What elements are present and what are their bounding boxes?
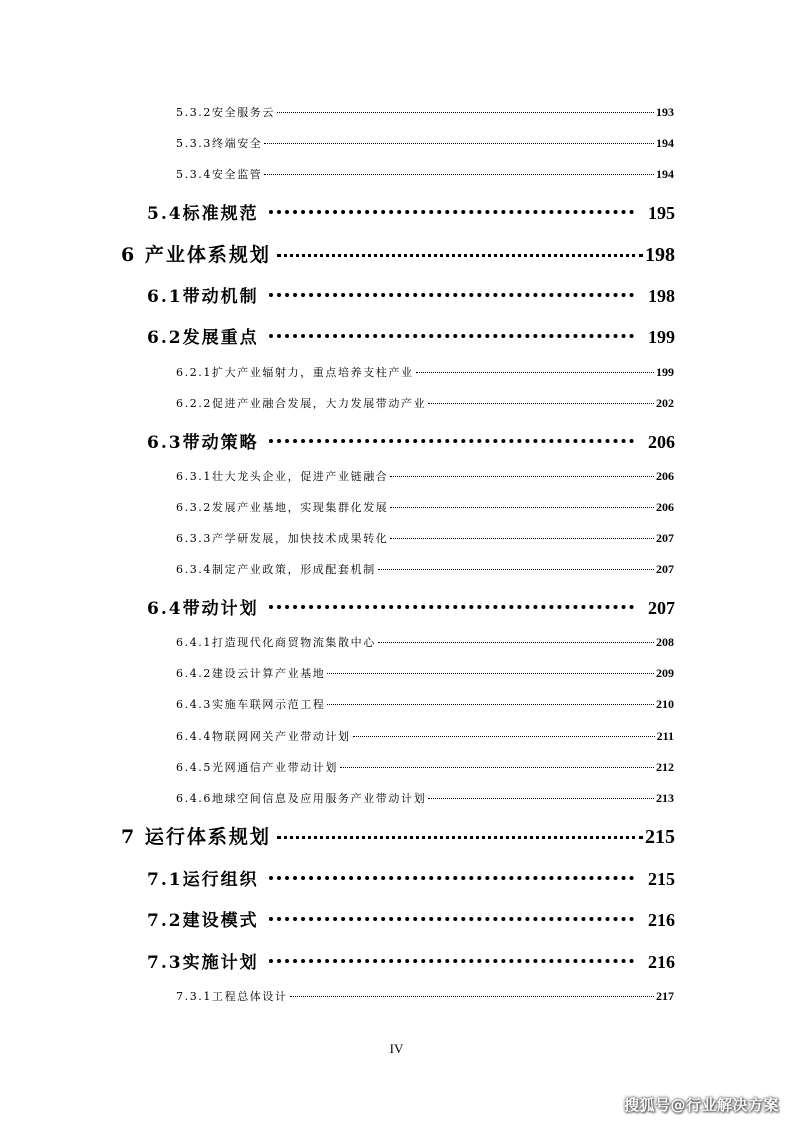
toc-entry-page: 199 xyxy=(648,327,675,347)
toc-entry-label: 6.1带动机制 xyxy=(147,287,259,307)
toc-entry[interactable] xyxy=(176,988,674,1004)
toc-entry-label: 6.4.2建设云计算产业基地 xyxy=(176,667,326,680)
toc-entry-label: 5.3.3终端安全 xyxy=(176,137,263,150)
toc-entry-page: 199 xyxy=(656,365,674,379)
dot-leader xyxy=(269,876,634,880)
toc-entry-label: 5.3.4安全监管 xyxy=(176,168,263,181)
toc-entry[interactable] xyxy=(121,822,675,849)
toc-entry-page: 212 xyxy=(656,760,674,774)
toc-entry-label: 6.3.3产学研发展，加快技术成果转化 xyxy=(176,532,389,545)
toc-entry-label: 6.4.4物联网网关产业带动计划 xyxy=(176,730,351,743)
toc-entry[interactable] xyxy=(176,468,674,484)
toc-entry-page: 209 xyxy=(656,666,674,680)
toc-entry-label: 6.2.2促进产业融合发展，大力发展带动产业 xyxy=(176,397,427,410)
toc-entry[interactable] xyxy=(176,728,674,744)
dot-leader xyxy=(269,917,634,921)
dot-leader xyxy=(264,174,654,175)
dot-leader xyxy=(277,836,643,839)
toc-entry-page: 202 xyxy=(656,396,674,410)
dot-leader xyxy=(269,439,634,443)
toc-entry-label: 6.3.4制定产业政策，形成配套机制 xyxy=(176,563,376,576)
toc-entry-page: 194 xyxy=(656,167,674,181)
toc-entry-page: 193 xyxy=(656,105,674,119)
dot-leader xyxy=(277,112,654,113)
toc-entry-page: 206 xyxy=(648,432,675,452)
dot-leader xyxy=(428,798,654,799)
dot-leader xyxy=(264,143,654,144)
toc-entry-page: 206 xyxy=(656,500,674,514)
toc-entry-label: 7.3实施计划 xyxy=(147,953,259,973)
page-number: IV xyxy=(389,1041,404,1056)
toc-entry[interactable] xyxy=(176,135,674,151)
toc-entry-label: 6.4.3实施车联网示范工程 xyxy=(176,698,326,711)
dot-leader xyxy=(269,605,634,609)
toc-entry[interactable] xyxy=(176,104,674,120)
toc-entry-label: 6 产业体系规划 xyxy=(121,244,271,266)
dot-leader xyxy=(327,704,654,705)
toc-entry-page: 206 xyxy=(656,469,674,483)
toc-entry-label: 7.1运行组织 xyxy=(147,870,259,890)
toc-entry[interactable] xyxy=(147,948,675,973)
dot-leader xyxy=(290,996,654,997)
toc-entry[interactable] xyxy=(147,282,675,307)
toc-entry[interactable] xyxy=(176,790,674,806)
toc-entry-page: 210 xyxy=(656,697,674,711)
toc-entry-label: 6.3带动策略 xyxy=(147,433,259,453)
dot-leader xyxy=(428,403,654,404)
dot-leader xyxy=(269,334,634,338)
dot-leader xyxy=(269,959,634,963)
toc-entry-label: 5.4标准规范 xyxy=(147,204,259,224)
toc-entry-page: 216 xyxy=(648,910,675,930)
toc-entry-label: 6.4.6地球空间信息及应用服务产业带动计划 xyxy=(176,792,427,805)
toc-entry[interactable] xyxy=(147,323,675,348)
toc-entry[interactable] xyxy=(121,240,675,267)
toc-entry-label: 7.2建设模式 xyxy=(147,911,259,931)
toc-entry-page: 207 xyxy=(656,531,674,545)
toc-entry-page: 194 xyxy=(656,136,674,150)
dot-leader xyxy=(378,642,654,643)
toc-entry-label: 6.4.1打造现代化商贸物流集散中心 xyxy=(176,636,376,649)
dot-leader xyxy=(269,293,634,297)
toc-entry[interactable] xyxy=(176,696,674,712)
toc-entry-label: 6.4带动计划 xyxy=(147,599,259,619)
dot-leader xyxy=(378,569,654,570)
toc-entry[interactable] xyxy=(176,499,674,515)
toc-entry[interactable] xyxy=(147,199,675,224)
toc-entry-label: 6.2.1扩大产业辐射力，重点培养支柱产业 xyxy=(176,366,414,379)
dot-leader xyxy=(390,538,654,539)
toc-entry[interactable] xyxy=(176,634,674,650)
toc-entry[interactable] xyxy=(147,594,675,619)
toc-entry-page: 217 xyxy=(656,989,674,1003)
toc-entry[interactable] xyxy=(176,530,674,546)
toc-entry-label: 6.3.1壮大龙头企业，促进产业链融合 xyxy=(176,470,389,483)
toc-entry-page: 198 xyxy=(648,286,675,306)
dot-leader xyxy=(277,254,643,257)
toc-entry-label: 7.3.1工程总体设计 xyxy=(176,990,288,1003)
dot-leader xyxy=(269,210,634,214)
toc-entry-label: 6.4.5光网通信产业带动计划 xyxy=(176,761,338,774)
toc-entry-page: 207 xyxy=(656,562,674,576)
dot-leader xyxy=(416,372,654,373)
toc-entry[interactable] xyxy=(176,364,674,380)
toc-entry[interactable] xyxy=(176,665,674,681)
toc-entry[interactable] xyxy=(147,865,675,890)
toc-entry-label: 6.3.2发展产业基地，实现集群化发展 xyxy=(176,501,389,514)
toc-entry[interactable] xyxy=(147,428,675,453)
toc-entry[interactable] xyxy=(147,906,675,931)
toc-entry-page: 211 xyxy=(656,729,674,743)
toc-entry-label: 5.3.2安全服务云 xyxy=(176,106,275,119)
dot-leader xyxy=(353,736,655,737)
toc-entry-label: 7 运行体系规划 xyxy=(121,826,271,848)
dot-leader xyxy=(390,476,654,477)
toc-entry[interactable] xyxy=(176,759,674,775)
toc-entry-page: 208 xyxy=(656,635,674,649)
toc-entry[interactable] xyxy=(176,561,674,577)
toc-entry-page: 198 xyxy=(645,244,675,266)
toc-entry[interactable] xyxy=(176,395,674,411)
toc-entry-page: 195 xyxy=(648,203,675,223)
dot-leader xyxy=(390,507,654,508)
watermark: 搜狐号@行业解决方案 xyxy=(623,1096,779,1114)
dot-leader xyxy=(327,673,654,674)
toc-entry-page: 215 xyxy=(648,869,675,889)
dot-leader xyxy=(340,767,654,768)
toc-entry-page: 216 xyxy=(648,952,675,972)
toc-entry-page: 215 xyxy=(645,826,675,848)
toc-entry-page: 213 xyxy=(656,791,674,805)
toc-entry-page: 207 xyxy=(648,598,675,618)
toc-entry[interactable] xyxy=(176,166,674,182)
toc-entry-label: 6.2发展重点 xyxy=(147,328,259,348)
